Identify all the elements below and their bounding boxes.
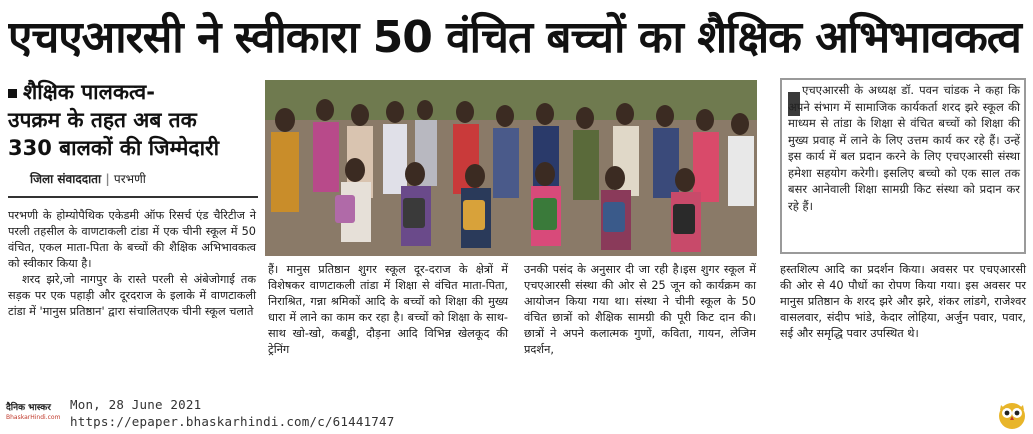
article-column-3 (524, 262, 756, 358)
footer (0, 392, 1033, 434)
article-column-2 (268, 262, 508, 358)
subhead-line-2: उपक्रम के तहत अब तक (8, 108, 197, 132)
epaper-url[interactable]: https://epaper.bhaskarhindi.com/c/61441747 (70, 414, 395, 429)
article-paragraph: उनकी पसंद के अनुसार दी जा रही है।इस शुगर स्कूल में एचएआरसी संस्था की ओर से 25 जून को कार्यक्रम का आयोजन किया गया था। संस्था ने चीनी स्कूल के 50 वंचित छात्रों को शैक्षिक सामग्री की पूरी किट दान की। छात्रों ने अपने कलात्मक गुणों, कविता, गायन, लेजिम प्रदर्शन, (524, 263, 756, 356)
group-photo-image (265, 80, 757, 256)
article-column-4 (780, 262, 1026, 342)
subhead-line-3: 330 बालकों की जिम्मेदारी (8, 136, 220, 160)
article-paragraph: परभणी के होम्योपैथिक एकेडमी ऑफ रिसर्च एंड चैरिटीज ने परली तहसील के वाणटाकली टांडा में एक चीनी स्कूल में 50 वंचित, एकल माता-पिता के बच्चों की शैक्षिक अभिभावकत्व को स्वीकार किया है। (8, 209, 256, 270)
publish-date: Mon, 28 June 2021 (70, 397, 202, 412)
byline-city: परभणी (113, 172, 146, 186)
subhead-line-1: शैक्षिक पालकत्व- (8, 78, 258, 106)
subhead (8, 78, 258, 162)
article-paragraph: हैं। मानुस प्रतिष्ठान शुगर स्कूल दूर-दराज के क्षेत्रों में विशेषकर वाणटाकली तांडा में शिक्षा से वंचित माता-पिता, निराश्रित, गन्ना श्रमिकों आदि के बच्चों को शिक्षा की मुख्य धारा में लाने का काम कर रहा है। बच्चों को शिक्षा के साथ-साथ खो-खो, कबड्डी, दौड़ना आदि विभिन्न खेलकूद की ट्रेनिंग (268, 263, 508, 356)
headline: एचएआरसी ने स्वीकारा 50 वंचित बच्चों का शैक्षिक अभिभावकत्व (8, 12, 1021, 63)
article-paragraph: शरद झरे,जो नागपुर के रास्ते परली से अंबेजोगाई तक सड़क पर एक पहाड़ी और दूरदराज के इलाके में वाणटाकली टांडा में 'मानुस प्रतिष्ठान' द्वारा संचालितएक चीनी स्कूल चलाते (8, 273, 256, 318)
byline (30, 170, 146, 187)
article-paragraph: हस्तशिल्प आदि का प्रदर्शन किया। अवसर पर एचएआरसी की ओर से 40 पौधों का रोपण किया गया। इस अवसर पर मानुस प्रतिष्ठान के शरद झरे और झरे, शंकर लांडगे, राजेश्वर वासलवार, संदीप भांडे, केदार लोहिया, अर्जुन पवार, पवार, सई और समृद्धि पवार उपस्थित थे। (780, 263, 1026, 340)
owl-icon (996, 398, 1028, 430)
quote-sidebox (780, 78, 1026, 254)
logo-text: दैनिक भास्कर (6, 403, 51, 413)
byline-separator: | (105, 172, 110, 186)
byline-rule (8, 196, 258, 198)
publication-logo[interactable] (6, 402, 62, 430)
footer-meta (70, 396, 394, 430)
bullet-icon (8, 89, 17, 98)
sidebox-text: एचएआरसी के अध्यक्ष डॉ. पवन चांडक ने कहा कि अपने संभाग में सामाजिक कार्यकर्ता शरद झरे स्कूल की माध्यम से तांडा के शिक्षा से वंचित बच्चों को शिक्षा की मुख्य प्रवाह में लाने के लिए उत्तम कार्य कर रहे हैं। उन्हें इस कार्य में बल प्रदान करने के लिए एचएआरसी संस्था हमेशा सहयोग करेगी। इसलिए बच्चो को एक साल तक बसर आनेवाली शिक्षा सामग्री किट संस्था को प्रदान कर रहे हैं। (788, 83, 1020, 213)
article-column-1 (8, 208, 256, 320)
group-photo (265, 80, 757, 256)
logo-subtext: BhaskarHindi.com (6, 414, 61, 421)
byline-reporter: जिला संवाददाता (30, 172, 102, 186)
